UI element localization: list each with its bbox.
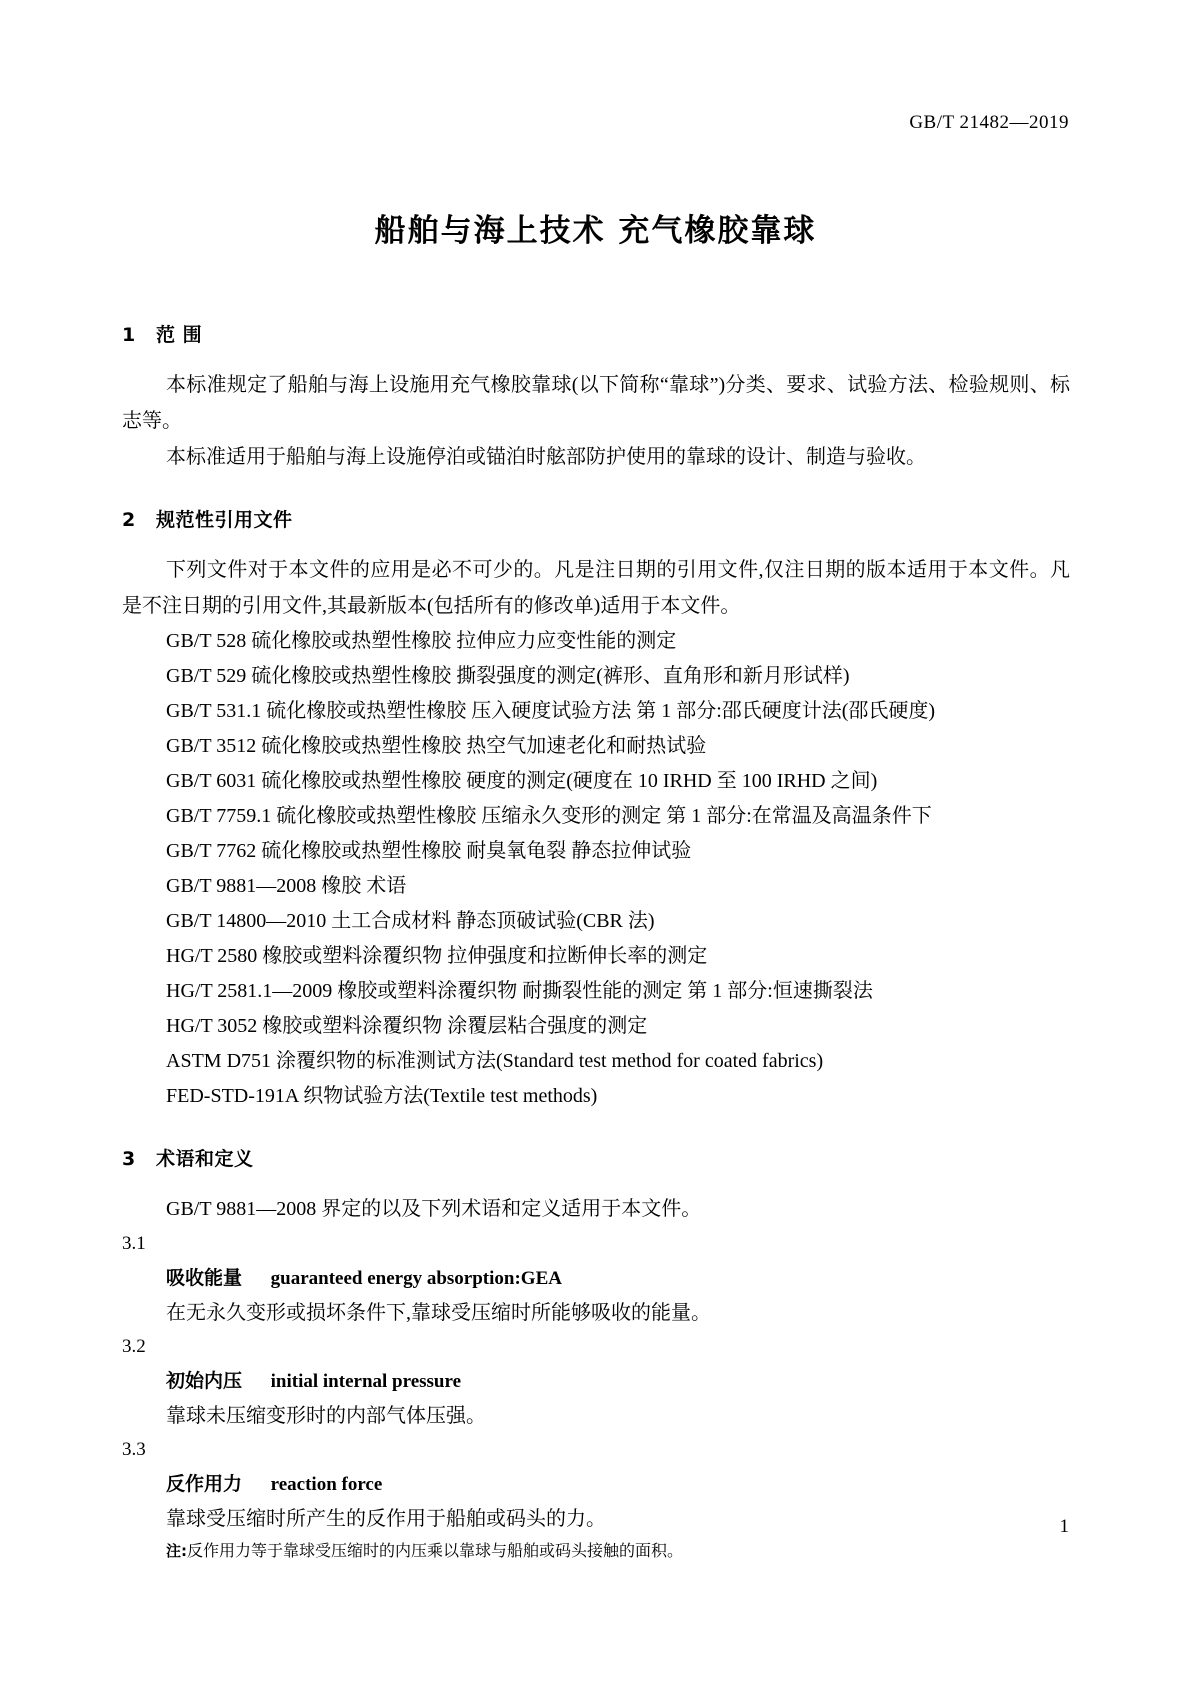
term-name xyxy=(122,1467,1070,1502)
section-title-3: 术语和定义 xyxy=(156,1148,254,1170)
term-name-cn: 吸收能量 xyxy=(166,1267,243,1289)
term-entry xyxy=(122,1227,1070,1330)
page-number: 1 xyxy=(1059,1516,1069,1537)
term-definition: 靠球未压缩变形时的内部气体压强。 xyxy=(166,1405,486,1427)
term-name-en: reaction force xyxy=(270,1474,383,1495)
term-number: 3.2 xyxy=(122,1336,146,1357)
term-definition: 靠球受压缩时所产生的反作用于船舶或码头的力。 xyxy=(166,1508,606,1530)
term-name-en: guaranteed energy absorption:GEA xyxy=(270,1268,562,1289)
term-note xyxy=(122,1536,1070,1567)
section-heading-1 xyxy=(122,320,1070,347)
term-note-text: 反作用力等于靠球受压缩时的内压乘以靠球与船舶或码头接触的面积。 xyxy=(187,1543,684,1560)
reference-item: ASTM D751 涂覆织物的标准测试方法(Standard test method for coated fabrics) xyxy=(166,1050,824,1072)
section-heading-3 xyxy=(122,1144,1070,1171)
section-heading-2 xyxy=(122,505,1070,532)
reference-item: GB/T 528 硫化橡胶或热塑性橡胶 拉伸应力应变性能的测定 xyxy=(166,630,677,652)
term-entry xyxy=(122,1433,1070,1567)
reference-item: GB/T 3512 硫化橡胶或热塑性橡胶 热空气加速老化和耐热试验 xyxy=(166,735,707,757)
reference-item: GB/T 7759.1 硫化橡胶或热塑性橡胶 压缩永久变形的测定 第 1 部分:在常温及高温条件下 xyxy=(166,805,932,827)
section-number-1: 1 xyxy=(122,324,136,346)
term-name-cn: 反作用力 xyxy=(166,1473,243,1495)
section-1-paragraph-2: 本标准适用于船舶与海上设施停泊或锚泊时舷部防护使用的靠球的设计、制造与验收。 xyxy=(166,446,926,468)
term-name-cn: 初始内压 xyxy=(166,1370,243,1392)
term-entry xyxy=(122,1330,1070,1433)
reference-item: HG/T 3052 橡胶或塑料涂覆织物 涂覆层粘合强度的测定 xyxy=(166,1015,648,1037)
term-definition: 在无永久变形或损坏条件下,靠球受压缩时所能够吸收的能量。 xyxy=(166,1302,711,1324)
reference-item: HG/T 2580 橡胶或塑料涂覆织物 拉伸强度和拉断伸长率的测定 xyxy=(166,945,708,967)
term-number: 3.3 xyxy=(122,1439,146,1460)
section-number-3: 3 xyxy=(122,1148,136,1170)
section-3-paragraph-1: GB/T 9881—2008 界定的以及下列术语和定义适用于本文件。 xyxy=(166,1198,702,1220)
document-body xyxy=(122,290,1070,1567)
reference-item: GB/T 6031 硫化橡胶或热塑性橡胶 硬度的测定(硬度在 10 IRHD 至 100 IRHD 之间) xyxy=(166,770,878,792)
page-title: 船舶与海上技术 充气橡胶靠球 xyxy=(374,213,817,249)
term-note-label: 注: xyxy=(166,1542,187,1560)
section-2-paragraph-1: 下列文件对于本文件的应用是必不可少的。凡是注日期的引用文件,仅注日期的版本适用于本文件。凡是不注日期的引用文件,其最新版本(包括所有的修改单)适用于本文件。 xyxy=(122,559,1070,617)
section-title-1: 范 围 xyxy=(156,324,203,346)
section-title-2: 规范性引用文件 xyxy=(156,509,293,531)
reference-item: GB/T 529 硫化橡胶或热塑性橡胶 撕裂强度的测定(裤形、直角形和新月形试样) xyxy=(166,665,850,687)
term-name-en: initial internal pressure xyxy=(270,1371,462,1392)
term-number: 3.1 xyxy=(122,1233,146,1254)
section-number-2: 2 xyxy=(122,509,136,531)
section-1-paragraph-1: 本标准规定了船舶与海上设施用充气橡胶靠球(以下简称“靠球”)分类、要求、试验方法、检验规则、标志等。 xyxy=(122,374,1070,432)
reference-item: GB/T 9881—2008 橡胶 术语 xyxy=(166,875,407,897)
reference-item: HG/T 2581.1—2009 橡胶或塑料涂覆织物 耐撕裂性能的测定 第 1 部分:恒速撕裂法 xyxy=(166,980,873,1002)
reference-item: GB/T 531.1 硫化橡胶或热塑性橡胶 压入硬度试验方法 第 1 部分:邵氏硬度计法(邵氏硬度) xyxy=(166,700,936,722)
reference-item: FED-STD-191A 织物试验方法(Textile test methods) xyxy=(166,1085,598,1107)
term-name xyxy=(122,1261,1070,1296)
reference-item: GB/T 14800—2010 土工合成材料 静态顶破试验(CBR 法) xyxy=(166,910,655,932)
page-header-standard-code: GB/T 21482—2019 xyxy=(909,112,1069,133)
reference-item: GB/T 7762 硫化橡胶或热塑性橡胶 耐臭氧龟裂 静态拉伸试验 xyxy=(166,840,692,862)
term-name xyxy=(122,1364,1070,1399)
